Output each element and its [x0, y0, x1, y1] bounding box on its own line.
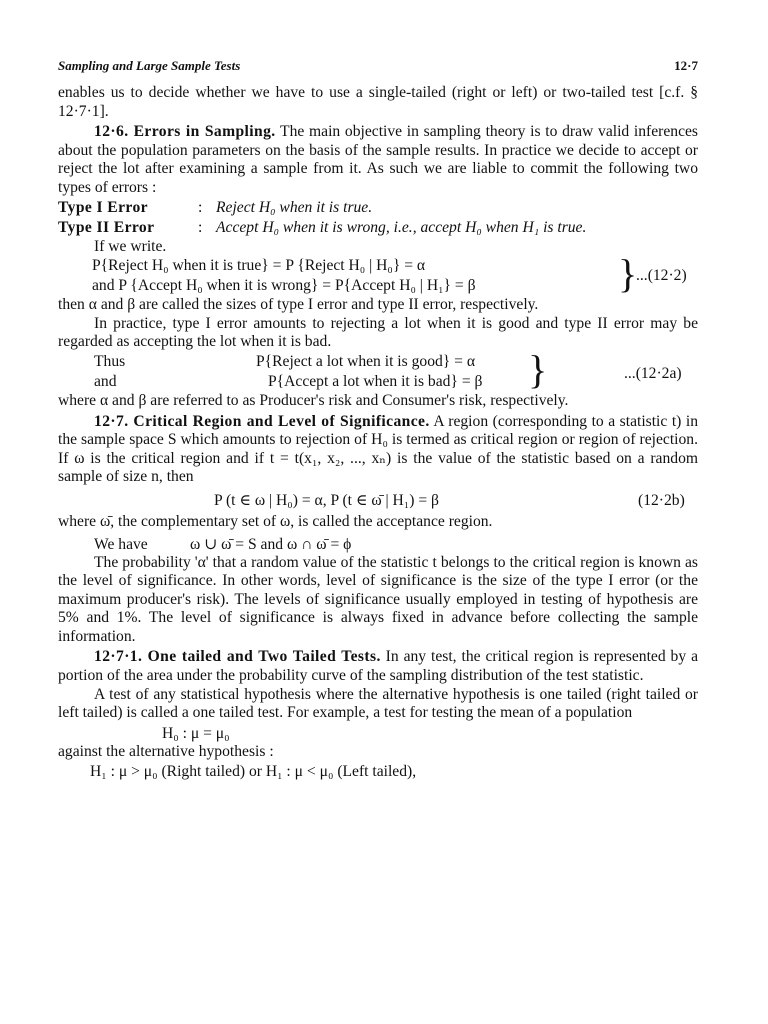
null-hypothesis-row [58, 723, 698, 743]
one-tailed-paragraph: A test of any statistical hypothesis where the alternative hypothesis is one tailed (right tailed or left tailed) is called a one tailed test. For example, a test for testing the mean of a population [58, 685, 698, 722]
page-number: 12·7 [674, 58, 698, 73]
running-head-title: Sampling and Large Sample Tests [58, 58, 241, 73]
section-12-7-1 [58, 648, 698, 685]
section-12-6-title: 12·6. Errors in Sampling. [94, 123, 276, 141]
type-i-error-label: Type I Error [58, 198, 148, 216]
type-i-error-row [58, 198, 698, 218]
equation-12-2a-brace: } [528, 346, 548, 392]
section-12-7-title: 12·7. Critical Region and Level of Significance. [94, 412, 430, 430]
equation-12-2a-line-1: P{Reject a lot when it is good} = α [256, 352, 476, 370]
paragraph-intro: enables us to decide whether we have to use a single-tailed (right or left) or two-tailed test [c.f. § 12·7·1]. [58, 84, 698, 120]
equation-12-2 [58, 251, 698, 297]
sizes-of-errors: then α and β are called the sizes of type I error and type II error, respectively. [58, 296, 539, 314]
type-ii-error-row [58, 218, 698, 238]
section-12-7-text: A region (corresponding to a statistic t) in the sample space S which amounts to rejection of H₀ is termed as critical region or region of rejection. If ω is the critical region and if t = t(x₁, x₂, ..., xₙ) is the value of the statistic based on a random sample of size n, then [58, 412, 699, 486]
type-i-colon: : [198, 198, 203, 216]
we-have-label: We have [94, 535, 148, 553]
in-practice-paragraph: In practice, type I error amounts to rejecting a lot when it is good and type II error may be regarded as accepting the lot when it is bad. [58, 314, 698, 351]
alternative-hypothesis-equation: H₁ : μ > μ₀ (Right tailed) or H₁ : μ < μ₀ (Left tailed), [90, 763, 417, 781]
equation-12-2a-line-2: P{Accept a lot when it is bad} = β [268, 372, 483, 390]
section-12-7-1-title: 12·7·1. One tailed and Two Tailed Tests. [94, 648, 381, 666]
level-of-significance-paragraph: The probability 'α' that a random value of the statistic t belongs to the critical region is known as the level of significance. In other words, level of significance is the size of the type I error (or the maximum producer's risk). The levels of significance usually employed in testing of hypothesis are 5% and 1%. The level of significance is always fixed in advance before collecting the sample information. [58, 553, 698, 645]
alternative-hypothesis-row [58, 761, 698, 781]
section-12-6 [58, 123, 698, 197]
equation-12-2b-formula: P (t ∈ ω | H₀) = α, P (t ∈ ω̄ | H₁) = β [214, 491, 439, 509]
and-label: and [94, 372, 117, 390]
thus-label: Thus [94, 352, 126, 370]
section-12-7-1-text: In any test, the critical region is represented by a portion of the area under the probability curve of the sampling distribution of the test statistic. [58, 648, 698, 685]
null-hypothesis-equation: H₀ : μ = μ₀ [162, 724, 230, 742]
equation-12-2-line-2: and P {Accept H₀ when it is wrong} = P{Accept H₀ | H₁} = β [92, 277, 476, 295]
equation-12-2b-number: (12·2b) [638, 491, 685, 509]
equation-12-2a [58, 346, 698, 392]
type-ii-error-definition: Accept H₀ when it is wrong, i.e., accept H₀ when H₁ is true. [216, 218, 587, 236]
section-12-7 [58, 413, 698, 487]
set-identity-equation: ω ∪ ω̄ = S and ω ∩ ω̄ = ϕ [190, 535, 352, 553]
type-i-error-definition: Reject H₀ when it is true. [216, 198, 373, 216]
type-ii-colon: : [198, 218, 203, 236]
type-ii-error-label: Type II Error [58, 218, 155, 236]
equation-12-2-line-1: P{Reject H₀ when it is true} = P {Reject H₀ | H₀} = α [92, 257, 426, 275]
running-head [58, 58, 698, 74]
if-we-write: If we write. [94, 237, 167, 255]
equation-12-2-number: ...(12·2) [636, 267, 687, 285]
we-have-row [58, 532, 698, 554]
risk-definition: where α and β are referred to as Producer's risk and Consumer's risk, respectively. [58, 391, 569, 409]
against-alternative: against the alternative hypothesis : [58, 742, 274, 760]
acceptance-region-definition: where ω̄, the complementary set of ω, is called the acceptance region. [58, 512, 493, 530]
section-12-6-text: The main objective in sampling theory is to draw valid inferences about the population parameters on the basis of the sample results. In practice we decide to accept or reject the lot after examining a sample from it. As such we are liable to commit the following two types of errors : [58, 123, 698, 196]
equation-12-2a-number: ...(12·2a) [624, 364, 682, 382]
equation-12-2b [58, 487, 698, 513]
equation-12-2-brace: } [618, 251, 638, 297]
